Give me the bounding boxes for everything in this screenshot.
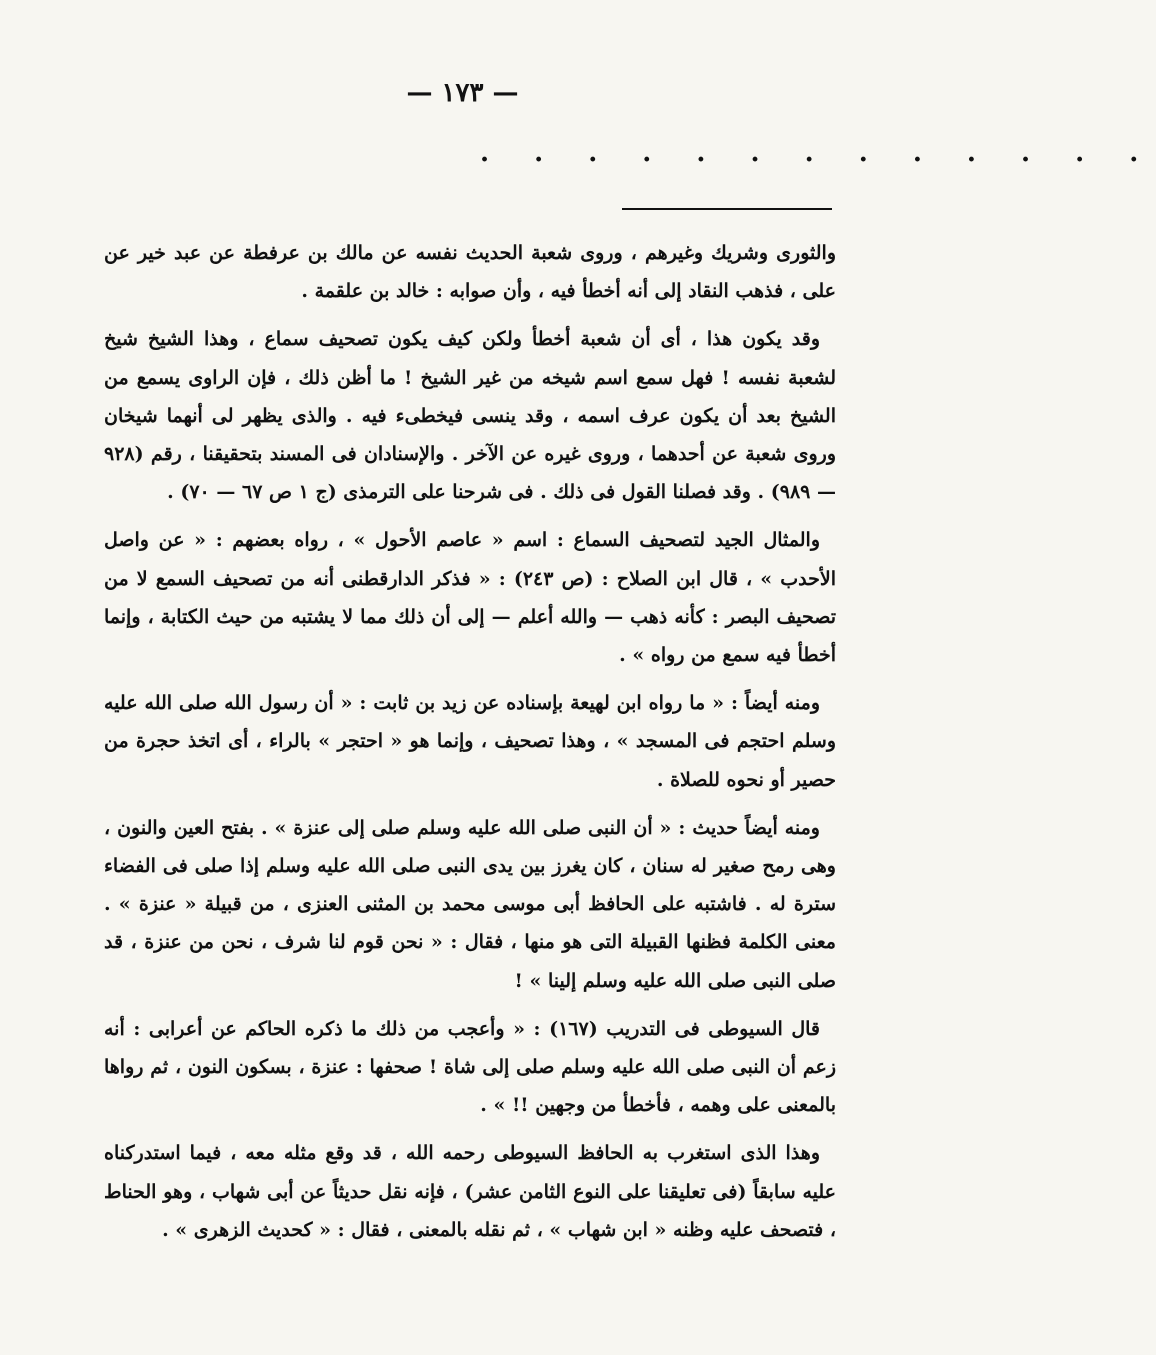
separator-dots: . . . . . . . . . . . . . — [480, 138, 1156, 168]
body-text — [104, 234, 836, 1259]
page-number: — ١٧٣ — — [406, 78, 519, 108]
paragraph: ومنه أيضاً حديث : « أن النبى صلى الله عليه وسلم صلى إلى عنزة » . بفتح العين والنون ، وهى رمح صغير له سنان ، كان يغرز بين يدى النبى صلى الله عليه وسلم إذا صلى فى الفضاء سترة له . فاشتبه على الحافظ أبى موسى محمد بن المثنى العنزى ، من قبيلة « عنزة » . معنى الكلمة فظنها القبيلة التى هو منها ، فقال : « نحن قوم لنا شرف ، نحن من عنزة ، قد صلى النبى صلى الله عليه وسلم إلينا » ! — [104, 816, 836, 992]
paragraph: والمثال الجيد لتصحيف السماع : اسم « عاصم الأحول » ، رواه بعضهم : « عن واصل الأحدب » ، قال ابن الصلاح : (ص ٢٤٣) : « فذكر الدارقطنى أنه من تصحيف السمع لا من تصحيف البصر : كأنه ذهب — والله أعلم — إلى أن ذلك مما لا يشتبه من حيث الكتابة ، وإنما أخطأ فيه سمع من رواه » . — [104, 529, 836, 667]
paragraph: والثورى وشريك وغيرهم ، وروى شعبة الحديث نفسه عن مالك بن عرفطة عن عبد خير عن على ، فذهب النقاد إلى أنه أخطأ فيه ، وأن صوابه : خالد بن علقمة . — [104, 242, 836, 303]
paragraph: وقد يكون هذا ، أى أن شعبة أخطأ ولكن كيف يكون تصحيف سماع ، وهذا الشيخ شيخ لشعبة نفسه ! فهل سمع اسم شيخه من غير الشيخ ! ما أظن ذلك ، فإن الراوى يسمع من الشيخ بعد أن يكون عرف اسمه ، وقد ينسى فيخطىء فيه . والذى يظهر لى أنهما شيخان وروى شعبة عن أحدهما ، وروى غيره عن الآخر . والإسنادان فى المسند بتحقيقنا ، رقم (٩٢٨ — ٩٨٩) . وقد فصلنا القول فى ذلك . فى شرحنا على الترمذى (ج ١ ص ٦٧ — ٧٠) . — [104, 328, 836, 504]
paragraph: وهذا الذى استغرب به الحافظ السيوطى رحمه الله ، قد وقع مثله معه ، فيما استدركناه عليه سابقاً (فى تعليقنا على النوع الثامن عشر) ، فإنه نقل حديثاً عن أبى شهاب ، وهو الحناط ، فتصحف عليه وظنه « ابن شهاب » ، ثم نقله بالمعنى ، فقال : « كحديث الزهرى » . — [104, 1142, 836, 1241]
paragraph: ومنه أيضاً : « ما رواه ابن لهيعة بإسناده عن زيد بن ثابت : « أن رسول الله صلى الله عليه وسلم احتجم فى المسجد » ، وهذا تصحيف ، وإنما هو « احتجر » بالراء ، أى اتخذ حجرة من حصير أو نحوه للصلاة . — [104, 692, 836, 791]
footnote-rule — [622, 208, 832, 210]
paragraph: قال السيوطى فى التدريب (١٦٧) : « وأعجب من ذلك ما ذكره الحاكم عن أعرابى : أنه زعم أن النبى صلى الله عليه وسلم صلى إلى شاة ! صحفها : عنزة ، بسكون النون ، ثم رواها بالمعنى على وهمه ، فأخطأ من وجهين !! » . — [104, 1017, 836, 1117]
